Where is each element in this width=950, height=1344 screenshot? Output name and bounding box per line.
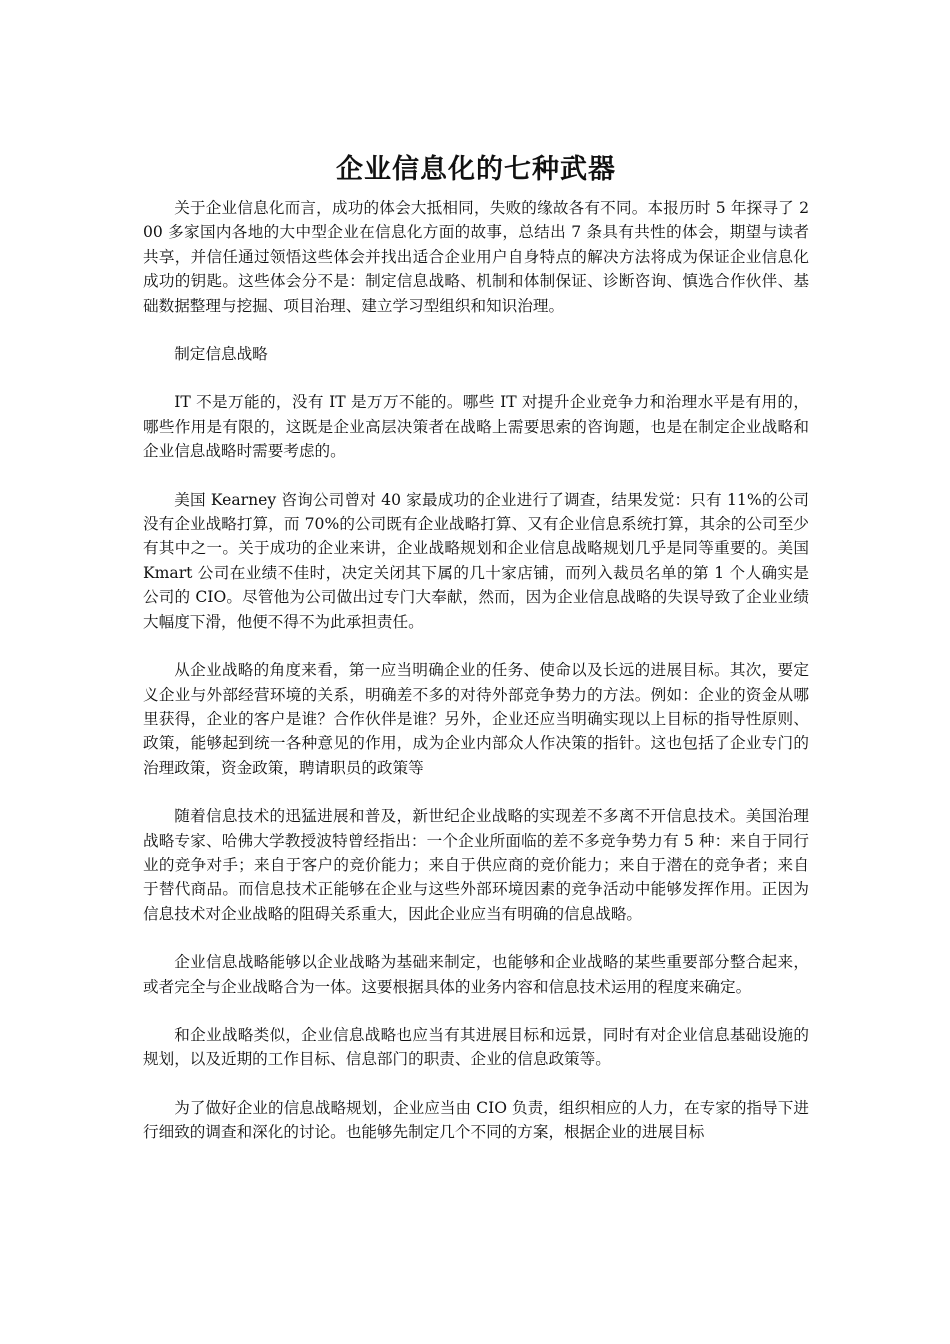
paragraph-info-strategy-basis: 企业信息战略能够以企业战略为基础来制定，也能够和企业战略的某些重要部分整合起来，或者完全与企业战略合为一体。这要根据具体的业务内容和信息技术运用的程度来确定。 — [143, 953, 809, 996]
paragraph-porter: 随着信息技术的迅猛进展和普及，新世纪企业战略的实现差不多离不开信息技术。美国治理战略专家、哈佛大学教授波特曾经指出：一个企业所面临的差不多竞争势力有 5 种：来自于同行业的竞争对手；来自于客户的竞价能力；来自于供应商的竞价能力；来自于潜在的竞争者；来自于替代商品。而信息技术正能够在企业与这些外部环境因素的竞争活动中能够发挥作用。正因为信息技术对企业战略的阻碍关系重大，因此企业应当有明确的信息战略。 — [143, 807, 809, 923]
section-heading-strategy: 制定信息战略 — [174, 345, 268, 364]
document-page — [143, 150, 809, 1169]
paragraph-info-strategy-goals: 和企业战略类似，企业信息战略也应当有其进展目标和远景，同时有对企业信息基础设施的规划，以及近期的工作目标、信息部门的职责、企业的信息政策等。 — [143, 1025, 809, 1069]
paragraph-cio-planning: 为了做好企业的信息战略规划，企业应当由 CIO 负责，组织相应的人力，在专家的指导下进行细致的调查和深化的讨论。也能够先制定几个不同的方案，根据企业的进展目标 — [143, 1098, 809, 1142]
paragraph-intro: 关于企业信息化而言，成功的体会大抵相同，失败的缘故各有不同。本报历时 5 年探寻了 200 多家国内各地的大中型企业在信息化方面的故事，总结出 7 条具有共性的体会，期望与读者共享，并信任通过领悟这些体会并找出适合企业用户自身特点的解决方法将成为保证企业信息化成功的钥匙。这些体会分不是：制定信息战略、机制和体制保证、诊断咨询、慎选合作伙伴、基础数据整理与挖掘、项目治理、建立学习型组织和知识治理。 — [143, 199, 809, 315]
paragraph-enterprise-strategy: 从企业战略的角度来看，第一应当明确企业的任务、使命以及长远的进展目标。其次，要定义企业与外部经营环境的关系，明确差不多的对待外部竞争势力的方法。例如：企业的资金从哪里获得，企业的客户是谁？合作伙伴是谁？另外，企业还应当明确实现以上目标的指导性原则、政策，能够起到统一各种意见的作用，成为企业内部众人作决策的指针。这也包括了企业专门的治理政策，资金政策，聘请职员的政策等 — [143, 661, 809, 777]
paragraph-kearney: 美国 Kearney 咨询公司曾对 40 家最成功的企业进行了调查，结果发觉：只有 11%的公司没有企业战略打算，而 70%的公司既有企业战略打算、又有企业信息系统打算，其余的公司至少有其中之一。关于成功的企业来讲，企业战略规划和企业信息战略规划几乎是同等重要的。美国 Kmart 公司在业绩不佳时，决定关闭其下属的几十家店铺，而列入裁员名单的第 1 个人确实是公司的 CIO。尽管他为公司做出过专门大奉献，然而，因为企业信息战略的失误导致了企业业绩大幅度下滑，他便不得不为此承担责任。 — [143, 490, 809, 631]
paragraph-it: IT 不是万能的，没有 IT 是万万不能的。哪些 IT 对提升企业竞争力和治理水平是有用的，哪些作用是有限的，这既是企业高层决策者在战略上需要思索的咨询题，也是在制定企业战略和企业信息战略时需要考虑的。 — [143, 393, 809, 461]
document-title: 企业信息化的七种武器 — [336, 154, 616, 185]
